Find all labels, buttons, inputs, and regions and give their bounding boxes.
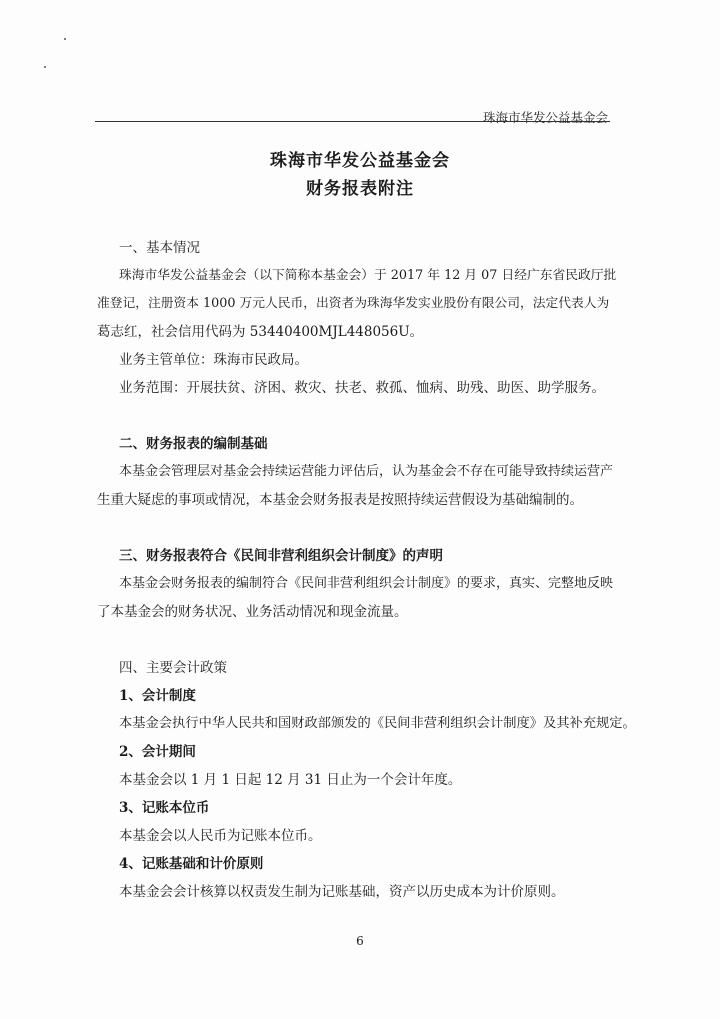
- section1-heading: 一、基本情况: [119, 240, 200, 256]
- policy-item-text: 本基金会以人民币为记账本位币。: [119, 828, 322, 844]
- section1-supervisor: 业务主管单位：珠海市民政局。: [119, 352, 308, 368]
- policy-item-text: 本基金会执行中华人民共和国财政部颁发的《民间非营利组织会计制度》及其补充规定。: [119, 716, 636, 731]
- header-rule: [95, 121, 610, 122]
- section3-paragraph-line: 本基金会财务报表的编制符合《民间非营利组织会计制度》的要求，真实、完整地反映: [119, 576, 614, 591]
- section4-heading: 四、主要会计政策: [119, 660, 227, 676]
- section2-heading: 二、财务报表的编制基础: [119, 436, 268, 452]
- header-org-name: 珠海市华发公益基金会: [482, 110, 608, 125]
- section1-paragraph-line: 葛志红，社会信用代码为 53440400MJL448056U。: [97, 324, 424, 340]
- policy-item-title: 1、会计制度: [119, 688, 196, 704]
- section1-paragraph-line: 珠海市华发公益基金会（以下简称本基金会）于 2017 年 12 月 07 日经广东省民政厅批: [119, 268, 617, 283]
- policy-item-title: 2、会计期间: [119, 744, 196, 760]
- section3-heading: 三、财务报表符合《民间非营利组织会计制度》的声明: [119, 548, 443, 564]
- scan-speck: [44, 66, 46, 68]
- section2-paragraph-line: 生重大疑虑的事项或情况，本基金会财务报表是按照持续运营假设为基础编制的。: [97, 492, 583, 508]
- policy-item-text: 本基金会会计核算以权责发生制为记账基础，资产以历史成本为计价原则。: [119, 884, 565, 900]
- scan-speck: [64, 38, 66, 40]
- page-number: 6: [356, 934, 364, 948]
- document-title: 珠海市华发公益基金会: [270, 151, 450, 171]
- policy-item-title: 3、记账本位币: [119, 800, 210, 816]
- section3-paragraph-line: 了本基金会的财务状况、业务活动情况和现金流量。: [97, 604, 408, 620]
- section2-paragraph-line: 本基金会管理层对基金会持续运营能力评估后，认为基金会不存在可能导致持续运营产: [119, 464, 614, 479]
- document-subtitle: 财务报表附注: [306, 179, 414, 199]
- policy-item-text: 本基金会以 1 月 1 日起 12 月 31 日止为一个会计年度。: [119, 772, 462, 788]
- section1-scope: 业务范围：开展扶贫、济困、救灾、扶老、救孤、恤病、助残、助医、助学服务。: [119, 380, 605, 396]
- policy-item-title: 4、记账基础和计价原则: [119, 856, 264, 872]
- section1-paragraph-line: 准登记，注册资本 1000 万元人民币，出资者为珠海华发实业股份有限公司，法定代表人为: [97, 296, 610, 311]
